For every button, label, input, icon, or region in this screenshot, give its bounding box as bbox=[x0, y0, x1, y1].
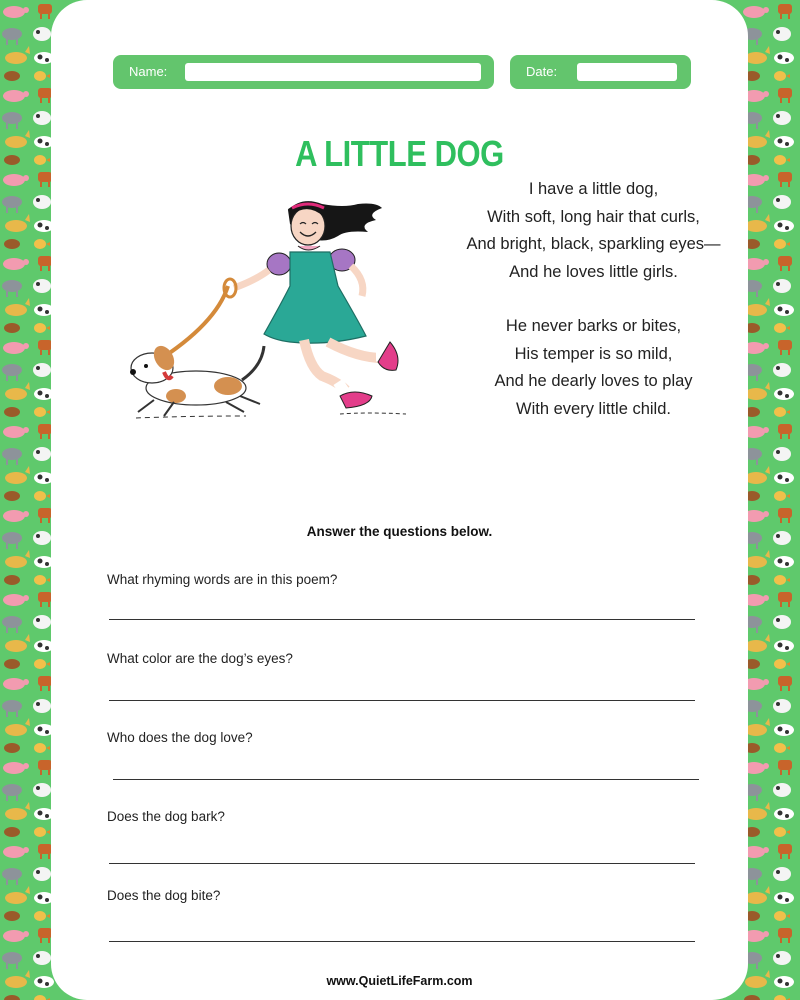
question-3: Who does the dog love? bbox=[107, 730, 253, 745]
answer-line-1[interactable] bbox=[109, 619, 695, 620]
worksheet-page bbox=[51, 0, 748, 1000]
name-label: Name: bbox=[129, 64, 168, 79]
answer-line-5[interactable] bbox=[109, 941, 695, 942]
question-5: Does the dog bite? bbox=[107, 888, 221, 903]
worksheet-title: A LITTLE DOG bbox=[295, 133, 504, 174]
question-4: Does the dog bark? bbox=[107, 809, 225, 824]
poem-line: With every little child. bbox=[516, 399, 671, 418]
footer-website: www.QuietLifeFarm.com bbox=[326, 974, 473, 988]
question-2: What color are the dog’s eyes? bbox=[107, 651, 293, 666]
poem-line: And he dearly loves to play bbox=[494, 372, 693, 390]
poem-line: I have a little dog, bbox=[528, 180, 659, 198]
answer-line-3[interactable] bbox=[113, 779, 699, 780]
poem-line: And he loves little girls. bbox=[509, 262, 678, 281]
question-1: What rhyming words are in this poem? bbox=[107, 572, 338, 587]
name-input[interactable] bbox=[185, 63, 481, 81]
poem-line: With soft, long hair that curls, bbox=[487, 207, 700, 226]
date-input[interactable] bbox=[577, 63, 677, 81]
farm-animal-pattern-right bbox=[740, 0, 800, 1000]
poem-line: He never barks or bites, bbox=[505, 317, 682, 335]
date-field-box bbox=[510, 55, 691, 89]
answer-line-2[interactable] bbox=[109, 700, 695, 701]
date-label: Date: bbox=[526, 64, 558, 79]
poem bbox=[446, 176, 741, 450]
name-field-box bbox=[113, 55, 494, 89]
girl-walking-dog-illustration bbox=[76, 190, 416, 435]
instructions: Answer the questions below. bbox=[306, 524, 493, 539]
poem-line: His temper is so mild, bbox=[514, 344, 673, 363]
poem-stanza-1 bbox=[446, 176, 741, 286]
answer-line-4[interactable] bbox=[109, 863, 695, 864]
poem-line: And bright, black, sparkling eyes— bbox=[466, 235, 721, 253]
poem-stanza-2 bbox=[446, 313, 741, 423]
